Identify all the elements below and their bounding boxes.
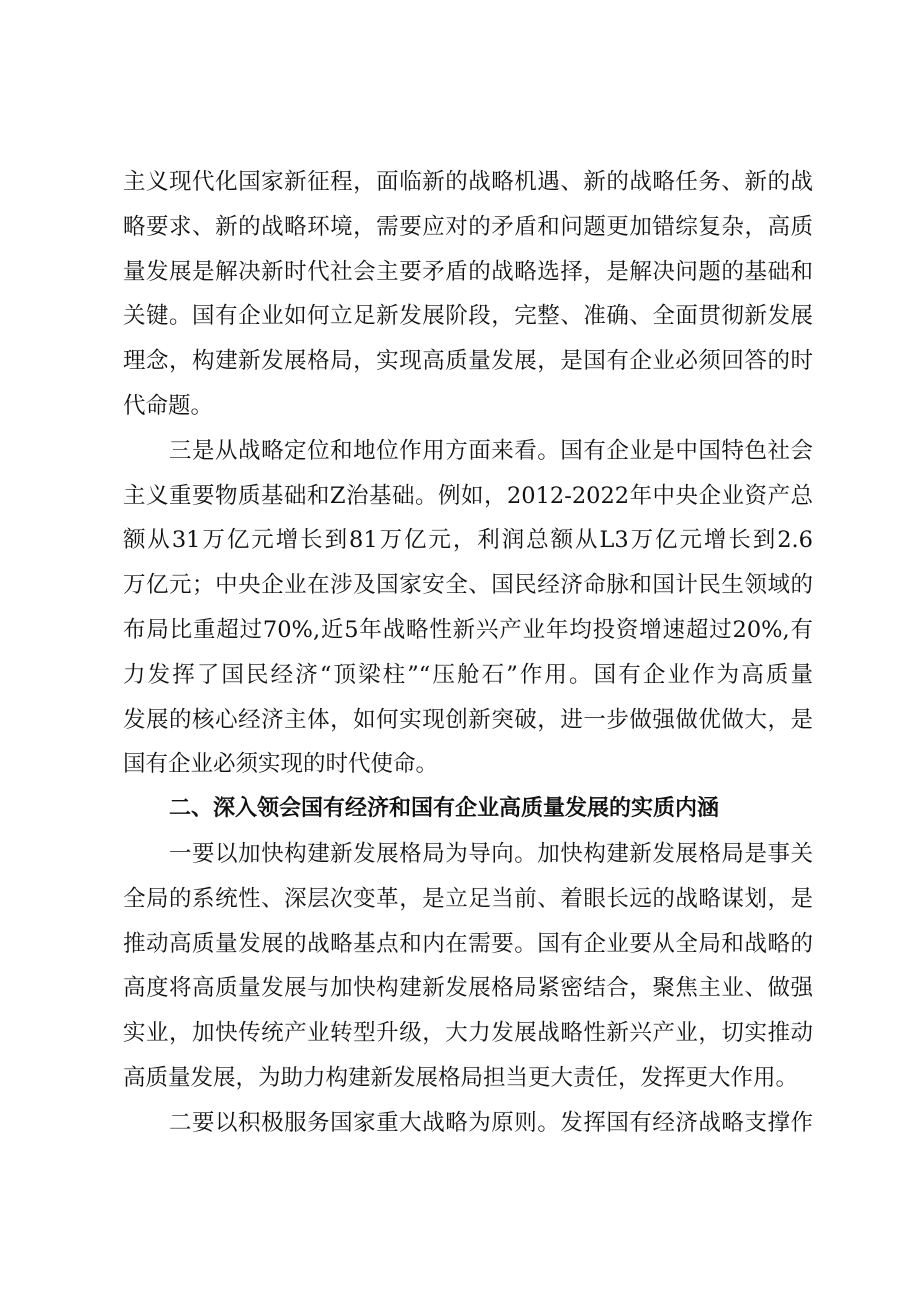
paragraph-line: 理念，构建新发展格局，实现高质量发展，是国有企业必须回答的时 xyxy=(123,348,813,375)
paragraph-line: 略要求、新的战略环境，需要应对的矛盾和问题更加错综复杂，高质 xyxy=(123,213,813,240)
paragraph-line: 关键。国有企业如何立足新发展阶段，完整、准确、全面贯彻新发展 xyxy=(123,303,813,330)
document-body xyxy=(123,160,813,1146)
paragraph-line: 全局的系统性、深层次变革，是立足当前、着眼长远的战略谋划，是 xyxy=(123,885,813,912)
paragraph-line: 高度将高质量发展与加快构建新发展格局紧密结合，聚焦主业、做强 xyxy=(123,975,813,1002)
paragraph-line: 万亿元；中央企业在涉及国家安全、国民经济命脉和国计民生领域的 xyxy=(123,572,813,599)
paragraph-line: 量发展是解决新时代社会主要矛盾的战略选择，是解决问题的基础和 xyxy=(123,258,813,285)
paragraph-line: 高质量发展，为助力构建新发展格局担当更大责任，发挥更大作用。 xyxy=(123,1064,799,1091)
paragraph-line: 三是从战略定位和地位作用方面来看。国有企业是中国特色社会 xyxy=(169,437,813,464)
section-heading: 二、深入领会国有经济和国有企业高质量发展的实质内涵 xyxy=(169,796,720,822)
paragraph-line: 推动高质量发展的战略基点和内在需要。国有企业要从全局和战略的 xyxy=(123,930,813,957)
paragraph-line: 力发挥了国民经济“顶梁柱”“压舱石”作用。国有企业作为高质量 xyxy=(123,661,813,688)
paragraph-line: 一要以加快构建新发展格局为导向。加快构建新发展格局是事关 xyxy=(169,840,813,867)
paragraph-line: 国有企业必须实现的时代使命。 xyxy=(123,751,439,778)
paragraph-line: 主义现代化国家新征程，面临新的战略机遇、新的战略任务、新的战 xyxy=(123,169,813,195)
paragraph-line: 实业，加快传统产业转型升级，大力发展战略性新兴产业，切实推动 xyxy=(123,1020,813,1047)
paragraph-line: 代命题。 xyxy=(123,392,214,419)
paragraph-line: 布局比重超过70%,近5年战略性新兴产业年均投资增速超过20%,有 xyxy=(123,616,813,643)
paragraph-line: 额从31万亿元增长到81万亿元，利润总额从L3万亿元增长到2.6 xyxy=(123,527,813,554)
paragraph-line: 发展的核心经济主体，如何实现创新突破，进一步做强做优做大，是 xyxy=(123,706,813,733)
paragraph-line: 主义重要物质基础和Z治基础。例如，2012-2022年中央企业资产总 xyxy=(123,482,813,509)
paragraph-line: 二要以积极服务国家重大战略为原则。发挥国有经济战略支撑作 xyxy=(169,1109,813,1136)
